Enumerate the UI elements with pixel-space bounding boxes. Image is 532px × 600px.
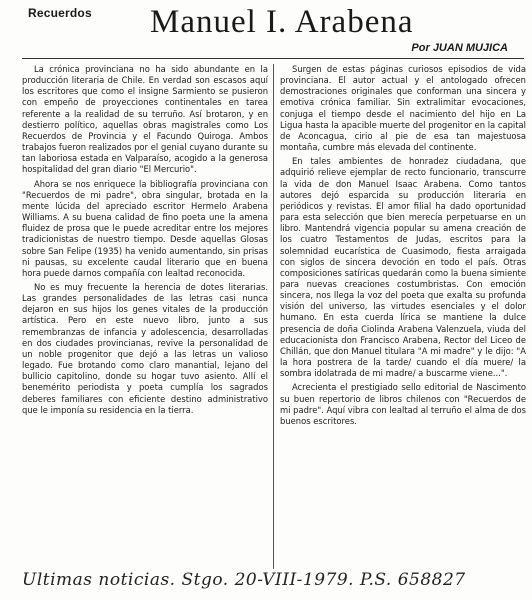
byline: Por JUAN MUJICA xyxy=(411,42,508,54)
paragraph: Ahora se nos enriquece la bibliografía provinciana con "Recuerdos de mi padre", obra singular, brotada en la mente lúcida del apreciado escritor Hermelo Arabena Williams. A su buena calidad de fino poeta une la amena fluidez de prosa que le puede acreditar entre los mejores tradicionistas de nuestro tiempo. Desde aquellas Glosas sobre San Felipe (1935) ha venido aumentando, sin prisas ni pausas, su excelente caudal literario que en buena hora puede darnos compañía con lealtad reconocida. xyxy=(22,178,268,278)
paragraph: En tales ambientes de honradez ciudadana, que adquirió relieve ejemplar de recto funcionario, transcurre la vida de don Manuel Isaac Arabena. Como tantos autores dejó esparcida su producción literaria en periódicos y revistas. El amor filial ha dado oportunidad para esta selección que bien merecía perpetuarse en un libro. Mantendrá vigencia popular su amena creación de los cuatro Testamentos de Judas, escritos para la solemnidad eucarística de Cuasimodo, fiesta arraigada con siglos de sincera devoción en todo el país. Otras composiciones satíricas quedarán como la buena simiente para nuevas creaciones costumbristas. Con emoción sincera, nos llega la voz del poeta que exalta su profunda visión del universo, las virtudes esenciales y el dolor humano. En esta cuerda lírica se mantiene la dulce presencia de doña Ciolinda Arabena Valenzuela, viuda del educacionista don Francisco Arabena, Rector del Liceo de Chillán, que don Manuel titulara "A mi madre" y le dijo: "A la hora postrera de la tarde/ cuando el día muere/ la sombra idolatrada de mi madre/ a buscarme viene...". xyxy=(280,156,526,379)
paragraph: No es muy frecuente la herencia de dotes literarias. Las grandes personalidades de las letras casi nunca dejaron en sus hijos los genes vitales de la producción artística. Pero en este nuevo libro, junto a sus remembranzas de infancia y adolescencia, desarrolladas en dos ciudades provincianas, revive la personalidad de un noble progenitor que dejó a las letras un valioso legado. Fue brotando como claro manantial, lejano del bullicio capitolino, donde su hogar tuvo asiento. Allí el benemérito periodista y poeta cumplía los sagrados deberes familiares con eficiente destino administrativo que le imponía su residencia en la tierra. xyxy=(22,281,268,415)
paragraph: Acrecienta el prestigiado sello editorial de Nascimento su buen repertorio de libros chilenos con "Recuerdos de mi padre". Aquí vibra con lealtad al terruño el alma de dos buenos escritores. xyxy=(280,382,526,426)
paragraph: Surgen de estas páginas curiosos episodios de vida provinciana. El autor actual y el antologado ofrecen demostraciones originales que conforman una sincera y emotiva crónica familiar. Sin extralimitar evocaciones, conjuga el tiempo desde el nacimiento del hijo en La Ligua hasta la apacible muerte del progenitor en la capital de Aconcagua, cirio al pie de esa tan majestuosa montaña, cumbre más elevada del continente. xyxy=(280,64,526,153)
header-rule xyxy=(22,58,524,59)
handwritten-source-note: Ultimas noticias. Stgo. 20-VIII-1979. P.S. 658827 xyxy=(22,570,466,590)
section-label: Recuerdos xyxy=(28,6,92,20)
column-divider xyxy=(273,64,274,569)
article-title: Manuel I. Arabena xyxy=(150,4,414,40)
right-column xyxy=(280,64,526,427)
paragraph: La crónica provinciana no ha sido abundante en la producción literaria de Chile. En verdad son escasos aquí los escritores que como el insigne Sarmiento se pusieron con empeño de proyecciones continentales en tarea referente a la realidad de su terruño. Así brotaron, y en destierro político, aquellas obras magistrales como Los Recuerdos de Provincia y el Facundo Quiroga. Ambos trabajos fueron realizados por el genial cuyano durante su tan laboriosa estada en Valparaíso, acogido a la generosa hospitalidad del gran diario "El Mercurio". xyxy=(22,64,268,175)
left-column xyxy=(22,64,268,416)
